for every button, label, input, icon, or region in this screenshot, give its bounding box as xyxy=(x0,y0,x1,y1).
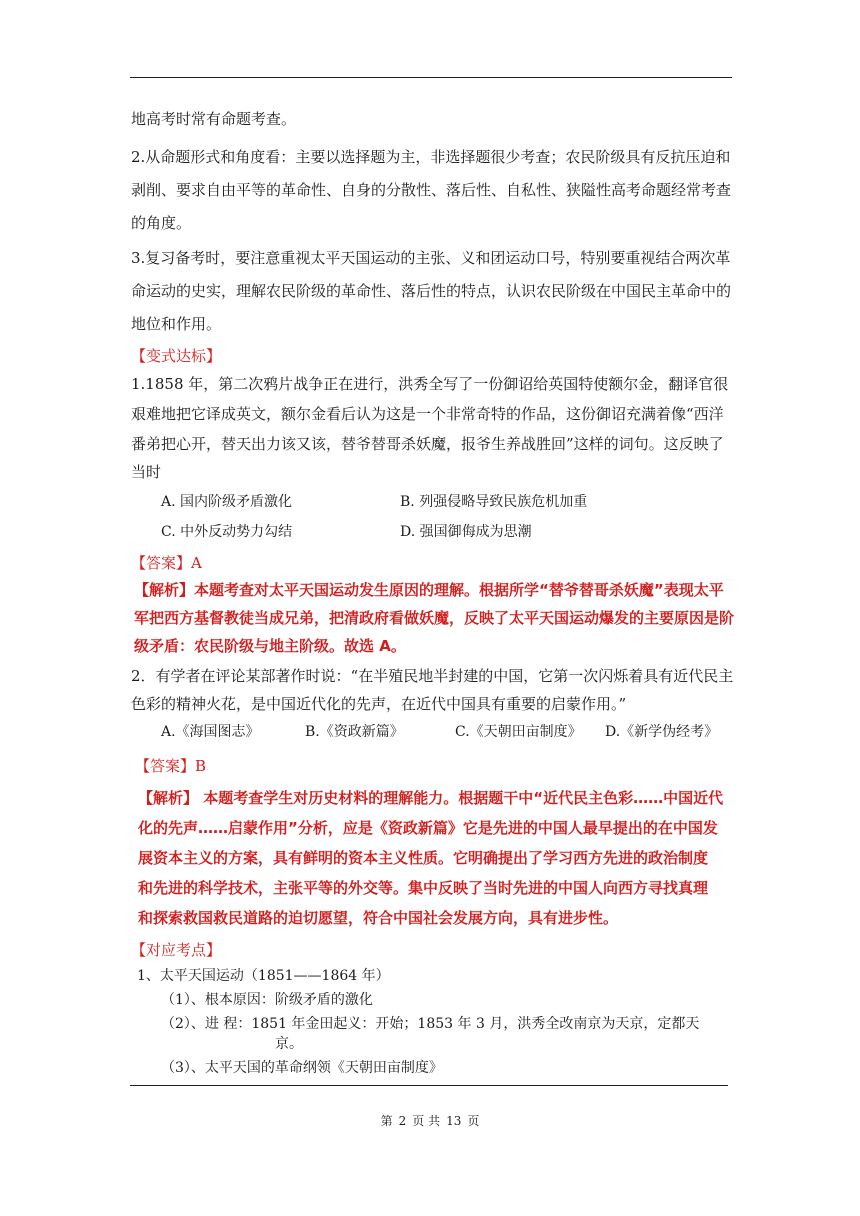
q2-analysis-line-1: 【解析】 本题考查学生对历史材料的理解能力。根据题干中“近代民主色彩……中国近代 xyxy=(138,789,724,807)
q1-answer xyxy=(131,553,202,573)
footer-rule xyxy=(130,1085,728,1086)
q1-answer-value: A xyxy=(191,554,202,572)
point2-line-1: 2.从命题形式和角度看：主要以选择题为主，非选择题很少考查；农民阶级具有反抗压迫和 xyxy=(131,148,731,166)
q2-analysis-line-3: 展资本主义的方案，具有鲜明的资本主义性质。它明确提出了学习西方先进的政治制度 xyxy=(138,849,709,867)
q2-analysis-line-2: 化的先声……启蒙作用”分析，应是《资政新篇》它是先进的中国人最早提出的在中国发 xyxy=(138,819,718,837)
q1-option-c: C. 中外反动势力勾结 xyxy=(161,524,293,540)
header-rule xyxy=(130,77,732,78)
points-item-2: （2）、进 程：1851 年金田起义：开始；1853 年 3 月，洪秀全改南京为天京，定都天 xyxy=(161,1016,700,1032)
q2-answer xyxy=(135,756,206,776)
q1-stem-line-3: 番弟把心开，替天出力该又该，替爷替哥杀妖魔，报爷生养战胜回”这样的词句。这反映了 xyxy=(131,435,724,453)
section-heading-points: 【对应考点】 xyxy=(131,941,222,959)
q2-analysis-line-4: 和先进的科学技术，主张平等的外交等。集中反映了当时先进的中国人向西方寻找真理 xyxy=(138,879,709,897)
q2-option-b: B.《资政新篇》 xyxy=(305,724,404,740)
points-item-3: （3）、太平天国的革命纲领《天朝田亩制度》 xyxy=(161,1060,443,1076)
footer-pre: 第 xyxy=(380,1114,393,1128)
q2-option-d: D.《新学伪经考》 xyxy=(605,724,719,740)
footer-mid: 页 共 xyxy=(412,1114,441,1128)
q2-stem-line-2: 色彩的精神火花，是中国近代化的先声，在近代中国具有重要的启蒙作用。” xyxy=(131,695,627,713)
point3-line-1: 3.复习备考时，要注意重视太平天国运动的主张、义和团运动口号，特别要重视结合两次革 xyxy=(131,249,731,267)
point2-line-3: 的角度。 xyxy=(131,214,192,232)
points-item-2-cont: 京。 xyxy=(275,1036,303,1052)
q1-option-d: D. 强国御侮成为思潮 xyxy=(400,524,532,540)
q1-analysis-line-1: 【解析】本题考查对太平天国运动发生原因的理解。根据所学“替爷替哥杀妖魔”表现太平 xyxy=(134,581,724,599)
q2-option-a: A.《海国图志》 xyxy=(161,724,260,740)
q2-stem-line-1: 2．有学者在评论某部著作时说：“在半殖民地半封建的中国，它第一次闪烁着具有近代民主 xyxy=(131,667,734,685)
q1-stem-line-1: 1.1858 年，第二次鸦片战争正在进行，洪秀全写了一份御诏给英国特使额尔金，翻译官很 xyxy=(131,375,729,393)
q2-answer-value: B xyxy=(195,757,207,775)
q2-analysis-line-5: 和探索救国救民道路的迫切愿望，符合中国社会发展方向，具有进步性。 xyxy=(138,909,619,927)
point3-line-3: 地位和作用。 xyxy=(131,315,222,333)
q1-analysis-line-3: 级矛盾：农民阶级与地主阶级。故选 A。 xyxy=(134,637,406,655)
q2-option-c: C.《天朝田亩制度》 xyxy=(455,724,582,740)
point3-line-2: 命运动的史实，理解农民阶级的革命性、落后性的特点，认识农民阶级在中国民主革命中的 xyxy=(131,282,732,300)
q2-answer-label: 【答案】 xyxy=(135,757,196,775)
section-heading-practice: 【变式达标】 xyxy=(131,347,222,365)
footer-page-number: 2 xyxy=(398,1114,407,1128)
q1-analysis-line-2: 军把西方基督教徒当成兄弟，把清政府看做妖魔，反映了太平天国运动爆发的主要原因是阶 xyxy=(134,609,735,627)
q1-stem-line-4: 当时 xyxy=(131,463,162,481)
q1-option-b: B. 列强侵略导致民族危机加重 xyxy=(400,494,588,510)
points-title: 1、太平天国运动（1851——1864 年） xyxy=(137,968,390,984)
footer-total-pages: 13 xyxy=(446,1114,462,1128)
footer-post: 页 xyxy=(467,1114,480,1128)
q1-stem-line-2: 艰难地把它译成英文，额尔金看后认为这是一个非常奇特的作品，这份御诏充满着像“西洋 xyxy=(131,405,724,423)
page-footer xyxy=(0,1112,860,1129)
point2-line-2: 剥削、要求自由平等的革命性、自身的分散性、落后性、自私性、狭隘性高考命题经常考查 xyxy=(131,181,732,199)
intro-tail: 地高考时常有命题考查。 xyxy=(131,110,297,128)
points-item-1: （1）、根本原因：阶级矛盾的激化 xyxy=(161,992,373,1008)
q1-option-a: A. 国内阶级矛盾激化 xyxy=(161,494,293,510)
q1-answer-label: 【答案】 xyxy=(131,554,192,572)
